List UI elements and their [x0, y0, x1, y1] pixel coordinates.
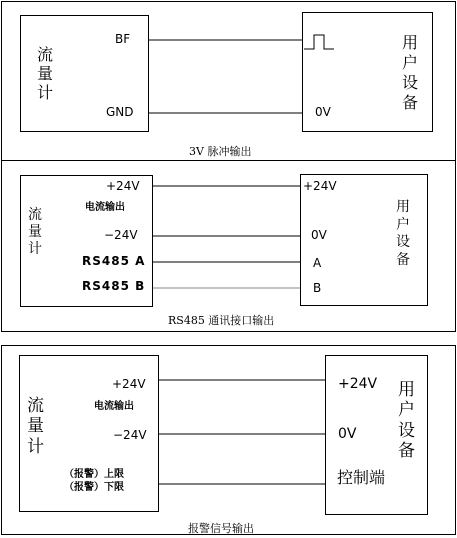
signal-minus24v-left-2: −24V [104, 228, 138, 242]
char: 备 [402, 93, 419, 112]
char: 用 [398, 380, 415, 400]
signal-0v-1: 0V [315, 105, 331, 119]
signal-alarm-lower: （报警）下限 [64, 482, 124, 493]
char: 备 [398, 441, 415, 462]
signal-plus24v-right-3: +24V [338, 376, 378, 392]
char: 设 [398, 420, 415, 441]
char: 流 [28, 207, 42, 223]
char: 设 [396, 234, 410, 250]
signal-gnd: GND [106, 105, 134, 119]
signal-rs485a-left: RS485 A [82, 254, 146, 268]
char: 流 [27, 396, 44, 416]
char: 用 [396, 199, 410, 215]
signal-minus24v-left-3: −24V [113, 428, 147, 442]
char: 户 [398, 400, 415, 421]
signal-0v-3: 0V [338, 426, 357, 442]
caption-alarm-output: 报警信号输出 [188, 522, 254, 535]
signal-alarm-upper: （报警）上限 [64, 469, 124, 480]
signal-plus24v-right-2: +24V [303, 179, 337, 193]
char: 户 [396, 216, 410, 233]
char: 备 [396, 251, 410, 268]
char: 流 [37, 45, 54, 64]
signal-b-right: B [313, 281, 322, 295]
caption-pulse-output: 3V 脉冲输出 [189, 145, 252, 158]
signal-0v-2: 0V [311, 228, 327, 242]
signal-current-output-2: 电流输出 [85, 202, 125, 213]
char: 用 [402, 33, 419, 52]
signal-bf: BF [115, 32, 131, 46]
caption-rs485-output: RS485 通讯接口输出 [168, 314, 275, 327]
char: 量 [27, 416, 44, 437]
signal-a-right: A [313, 256, 322, 270]
signal-plus24v-left-3: +24V [112, 377, 146, 391]
char: 量 [37, 64, 54, 84]
char: 设 [402, 73, 419, 92]
char: 计 [37, 83, 54, 103]
signal-control-terminal: 控制端 [337, 468, 386, 487]
signal-plus24v-left-2: +24V [106, 179, 140, 193]
signal-rs485b-left: RS485 B [82, 279, 146, 293]
char: 户 [402, 53, 419, 72]
char: 计 [27, 436, 44, 457]
pulse-waveform-icon [304, 35, 334, 49]
char: 量 [28, 223, 42, 240]
char: 计 [28, 240, 42, 257]
signal-current-output-3: 电流输出 [94, 401, 134, 412]
